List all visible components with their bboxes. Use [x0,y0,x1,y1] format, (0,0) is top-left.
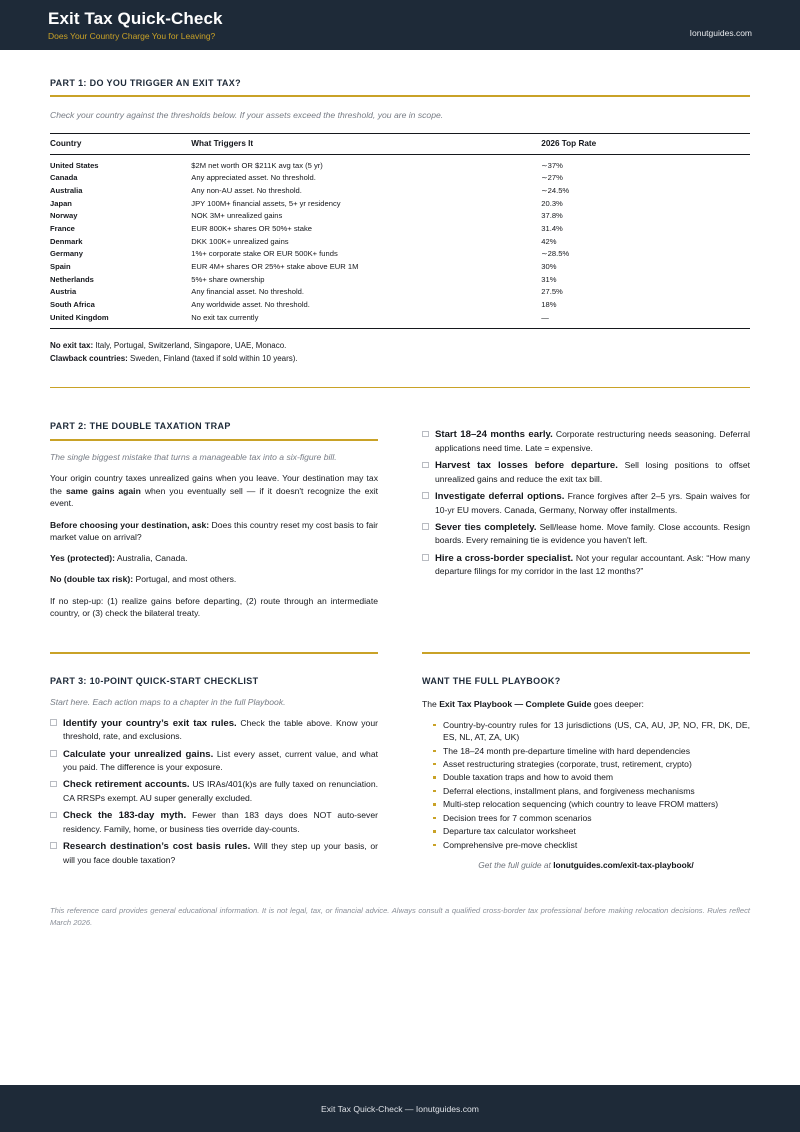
checklist-item-lead: Calculate your unrealized gains. [63,748,214,760]
mitigation-checklist [422,428,750,577]
p2-p1-a: Your origin country taxes unrealized gains when you leave. Your destination may tax the [50,473,378,496]
table-row [50,222,750,235]
checklist-item-body: Sell/lease home. Move family. Close accounts. Resign boards. Every remaining tie is evidence you haven't left. [435,521,750,546]
checklist-item-body: List every asset, current value, and what you paid. The difference is your exposure. [63,748,378,773]
cell-country: Austria [50,287,77,297]
checkbox-icon[interactable] [50,781,57,788]
part2-lede: The single biggest mistake that turns a manageable tax into a six-figure bill. [50,451,337,462]
cell-rate: 31.4% [541,223,563,233]
cell-trigger: No exit tax currently [191,312,259,322]
quickstart-checklist [50,717,378,866]
checklist-item-lead: Investigate deferral options. [435,490,565,502]
part2-gold-rule [50,439,378,440]
checklist-item-body: Fewer than 183 days does NOT auto-sever residency. Family, home, or business ties override day-counts. [63,810,378,834]
checklist-item-lead: Harvest tax losses before departure. [435,460,618,472]
checklist-item[interactable] [50,809,378,835]
cell-rate: ∼24.5% [541,185,570,195]
checkbox-icon[interactable] [50,750,57,757]
column-part3 [50,652,378,878]
list-item: Comprehensive pre-move checklist [432,839,750,851]
part2-paragraph-5: If no step-up: (1) realize gains before departing, (2) route through an intermediate country, or (3) check the bilateral treaty. [50,595,378,619]
list-item: Country-by-country rules for 13 jurisdictions (US, CA, AU, JP, NO, FR, DK, DE, ES, NL, AT, ZA, UK) [432,719,750,744]
list-item: Departure tax calculator worksheet [432,825,750,837]
table-row [50,298,750,311]
table-row [50,172,750,185]
checklist-item[interactable] [50,748,378,774]
cell-trigger: NOK 3M+ unrealized gains [191,211,283,221]
list-item: Multi-step relocation sequencing (which country to leave FROM matters) [432,798,750,810]
table-row [50,260,750,273]
part2-paragraph-1 [50,472,378,509]
cell-rate: 27.5% [541,287,563,297]
footer-text: Exit Tax Quick-Check — Ionutguides.com [321,1103,479,1114]
checklist-item[interactable] [422,428,750,454]
cell-rate: 30% [541,261,557,271]
cell-trigger: $2M net worth OR $211K avg tax (5 yr) [191,160,323,170]
checklist-item-body: Sell losing positions to offset unrealized gains and reduce the exit tax bill. [435,460,750,484]
table-row [50,235,750,248]
checklist-item-body: US IRAs/401(k)s are fully taxed on renunciation. CA RRSPs exempt. AU super generally excluded. [63,779,378,803]
p2-p2-text: Does this country reset my cost basis to fair market value on arrival? [50,519,379,543]
table-head [50,133,750,154]
checkbox-icon[interactable] [422,492,429,499]
cell-trigger: DKK 100K+ unrealized gains [191,236,289,246]
note-clawback-text: Sweden, Finland (taxed if sold within 10 years). [127,353,298,363]
checklist-item-lead: Check retirement accounts. [63,779,190,791]
checklist-item-lead: Sever ties completely. [435,521,537,533]
checklist-item-body: Will they step up your basis, or will you face double taxation? [63,840,378,865]
cell-country: Norway [50,211,78,221]
checklist-item-body: France forgives after 2–5 yrs. Spain waives for 10-yr EU movers. Canada, Germany, Norway offer installments. [435,490,750,515]
checklist-item[interactable] [422,521,750,547]
column-playbook [422,652,750,878]
col-header-country: Country [50,133,191,154]
table-row [50,273,750,286]
page-footer [0,1085,800,1132]
checklist-item-lead: Check the 183-day myth. [63,810,187,822]
cell-rate: 42% [541,236,557,246]
checklist-item[interactable] [50,717,378,743]
note-clawback [50,353,750,365]
cell-rate: ∼27% [541,173,563,183]
part2-paragraph-4 [50,573,378,585]
checkbox-icon[interactable] [422,554,429,561]
checklist-item-body: Not your regular accountant. Ask: “How many departure filings for my corridor in the last 12 months?” [435,552,751,577]
cell-country: France [50,223,75,233]
table-row [50,311,750,329]
table-body [50,154,750,329]
cell-country: United Kingdom [50,312,109,322]
exit-tax-threshold-table [50,133,750,330]
columns-row-2 [50,652,750,878]
playbook-product-name: Exit Tax Playbook — Complete Guide [439,698,592,709]
checklist-item[interactable] [422,552,750,578]
part3-lede: Start here. Each action maps to a chapter in the full Playbook. [50,696,286,707]
part2-paragraph-2 [50,519,378,544]
playbook-cta-link[interactable]: Ionutguides.com/exit-tax-playbook/ [553,860,694,871]
columns-row-1 [50,421,750,628]
checkbox-icon[interactable] [422,431,429,438]
part1-lede: Check your country against the thresholds below. If your assets exceed the threshold, you are in scope. [50,110,444,120]
checklist-item-body: Check the table above. Know your threshold, rate, and exclusions. [63,717,378,742]
cell-trigger: Any non-AU asset. No threshold. [191,185,302,195]
playbook-gold-rule-top [422,652,750,653]
table-row [50,210,750,223]
table-row [50,248,750,261]
checkbox-icon[interactable] [50,842,57,849]
page-title: Exit Tax Quick-Check [48,9,223,29]
cell-country: Canada [50,173,78,183]
checkbox-icon[interactable] [422,523,429,530]
cell-trigger: Any appreciated asset. No threshold. [191,173,316,183]
cell-country: Japan [50,198,72,208]
legal-disclaimer: This reference card provides general educational information. It is not legal, tax, or financial advice. Always consult a qualified cross-border tax professional before making relocation decisions. Rules reflect March 2026. [50,905,750,928]
col-header-rate: 2026 Top Rate [541,133,750,154]
cell-rate: 20.3% [541,198,563,208]
table-row [50,184,750,197]
page-body [0,50,800,930]
checklist-item-body: Corporate restructuring needs seasoning. Deferral applications need time. Late = expensive. [435,429,750,453]
checklist-item[interactable] [422,490,750,516]
part1-notes [50,340,750,365]
column-part2 [50,421,378,628]
cell-rate: ∼28.5% [541,249,570,259]
p2-p3-label: Yes (protected): [50,553,115,564]
cell-country: Netherlands [50,274,94,284]
cell-trigger: EUR 800K+ shares OR 50%+ stake [191,223,312,233]
part2-paragraph-3 [50,552,378,564]
list-item: Deferral elections, installment plans, and forgiveness mechanisms [432,785,750,797]
playbook-intro [422,698,750,710]
cell-country: Denmark [50,236,83,246]
column-mitigation-checklist [422,421,750,628]
list-item: Asset restructuring strategies (corporate, trust, retirement, crypto) [432,758,750,770]
cell-rate: 37.8% [541,211,563,221]
cell-trigger: Any financial asset. No threshold. [191,287,304,297]
checkbox-icon[interactable] [422,462,429,469]
page-subtitle: Does Your Country Charge You for Leaving? [48,30,216,41]
cell-country: United States [50,160,99,170]
checkbox-icon[interactable] [50,719,57,726]
p2-p4-label: No (double tax risk): [50,574,134,585]
p2-p2-label: Before choosing your destination, ask: [50,519,210,530]
table-row [50,286,750,299]
cell-trigger: EUR 4M+ shares OR 25%+ stake above EUR 1M [191,261,359,271]
playbook-feature-list [422,719,750,852]
p2-p4-text: Portugal, and most others. [133,574,237,585]
part1-title: PART 1: DO YOU TRIGGER AN EXIT TAX? [50,78,241,88]
checklist-item[interactable] [50,840,378,866]
note-no-exit-tax-label: No exit tax: [50,341,94,351]
note-no-exit-tax-text: Italy, Portugal, Switzerland, Singapore, UAE, Monaco. [93,341,287,351]
playbook-cta [422,860,750,870]
col-header-trigger: What Triggers It [191,133,541,154]
p2-p3-text: Australia, Canada. [114,553,188,564]
cell-rate: 31% [541,274,557,284]
part2-title: PART 2: THE DOUBLE TAXATION TRAP [50,421,231,432]
cell-rate: — [541,312,549,322]
cell-trigger: JPY 100M+ financial assets, 5+ yr residency [191,198,341,208]
p2-p1-c: when you eventually sell — if it doesn't recognize the exit event. [50,485,378,509]
note-clawback-label: Clawback countries: [50,353,128,363]
part3-title: PART 3: 10-POINT QUICK-START CHECKLIST [50,675,259,686]
list-item: Double taxation traps and how to avoid them [432,771,750,783]
note-no-exit-tax [50,340,750,352]
section-part1 [50,78,750,365]
checklist-item-lead: Research destination’s cost basis rules. [63,840,251,852]
page-header [0,0,800,50]
playbook-title: WANT THE FULL PLAYBOOK? [422,675,561,686]
part3-gold-rule-top [50,652,378,653]
checkbox-icon[interactable] [50,812,57,819]
cell-rate: ∼37% [541,160,563,170]
playbook-intro-a: The [422,698,440,709]
playbook-intro-c: goes deeper: [591,698,644,709]
p2-p1-emphasis: same gains again [65,485,141,496]
header-site-url: Ionutguides.com [689,28,752,38]
part1-gold-rule [50,95,750,97]
cell-country: South Africa [50,299,95,309]
checklist-item-lead: Hire a cross-border specialist. [435,552,574,564]
table-row [50,154,750,172]
table-header-row [50,133,750,154]
cell-rate: 18% [541,299,557,309]
checklist-item-lead: Identify your country’s exit tax rules. [63,717,237,729]
checklist-item-lead: Start 18–24 months early. [435,429,553,441]
cell-country: Germany [50,249,83,259]
cell-trigger: 5%+ share ownership [191,274,265,284]
section-divider-gold [50,387,750,388]
checklist-item[interactable] [50,778,378,804]
table-row [50,197,750,210]
cell-country: Spain [50,261,71,271]
playbook-cta-prefix: Get the full guide at [478,860,554,871]
list-item: The 18–24 month pre-departure timeline with hard dependencies [432,745,750,757]
cell-country: Australia [50,185,83,195]
list-item: Decision trees for 7 common scenarios [432,812,750,824]
header-titles [48,9,223,41]
cell-trigger: 1%+ corporate stake OR EUR 500K+ funds [191,249,338,259]
checklist-item[interactable] [422,459,750,485]
cell-trigger: Any worldwide asset. No threshold. [191,299,310,309]
